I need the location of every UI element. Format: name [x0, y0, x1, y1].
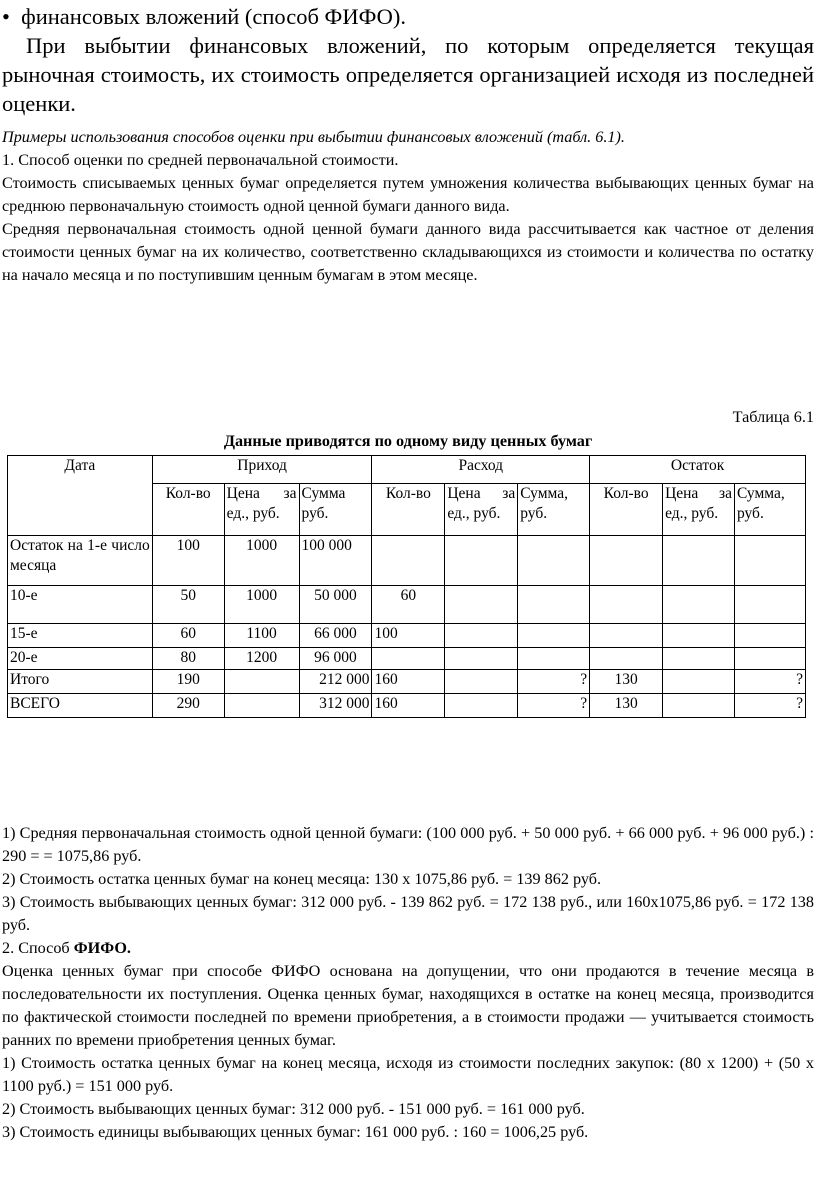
- cell-out-qty: [372, 648, 445, 670]
- cell-in-sum: 100 000: [299, 536, 372, 586]
- calculations-section: [2, 822, 814, 1144]
- cell-bal-sum: [734, 624, 805, 648]
- avg-step-2: 2) Стоимость остатка ценных бумаг на конец месяца: 130 х 1075,86 руб. = 139 862 руб.: [2, 870, 602, 888]
- cell-in-sum: 212 000: [299, 670, 372, 694]
- bullet-text: финансовых вложений (способ ФИФО).: [21, 4, 406, 29]
- table-number: Таблица 6.1: [732, 408, 814, 426]
- cell-bal-qty: 130: [590, 694, 663, 718]
- cell-in-sum: 96 000: [299, 648, 372, 670]
- fifo-step-1: 1) Стоимость остатка ценных бумаг на конец месяца, исходя из стоимости последних закупок: (80 х 1200) + (50 х 1100 руб.) = 151 000 руб.: [2, 1054, 814, 1095]
- table-row: [8, 648, 806, 670]
- fifo-intro-paragraph: При выбытии финансовых вложений, по которым определяется текущая рыночная стоимость, их стоимость определяется организацией исходя из последней оценки.: [2, 33, 814, 116]
- fifo-step-2: 2) Стоимость выбывающих ценных бумаг: 312 000 руб. - 151 000 руб. = 161 000 руб.: [2, 1100, 585, 1118]
- cell-bal-qty: [590, 586, 663, 624]
- cell-bal-sum: [734, 536, 805, 586]
- cell-bal-price: [663, 624, 735, 648]
- cell-bal-sum: ?: [734, 694, 805, 718]
- table-title: Данные приводятся по одному виду ценных бумаг: [223, 432, 593, 450]
- cell-in-sum: 312 000: [299, 694, 372, 718]
- cell-in-qty: 290: [152, 694, 224, 718]
- cell-bal-sum: [734, 648, 805, 670]
- table-row: [8, 586, 806, 624]
- table-row: [8, 694, 806, 718]
- intro-section: [2, 126, 814, 287]
- cell-in-qty: 190: [152, 670, 224, 694]
- table-header-row: [8, 456, 806, 484]
- cell-out-sum: ?: [518, 694, 590, 718]
- cell-out-qty: 160: [372, 694, 445, 718]
- cell-out-qty: 100: [372, 624, 445, 648]
- cell-bal-price: [663, 694, 735, 718]
- cell-out-sum: [518, 536, 590, 586]
- cell-date: ВСЕГО: [8, 694, 153, 718]
- cell-out-sum: [518, 624, 590, 648]
- header-expense: Расход: [372, 456, 590, 484]
- fifo-step-3: 3) Стоимость единицы выбывающих ценных бумаг: 161 000 руб. : 160 = 1006,25 руб.: [2, 1123, 589, 1141]
- avg-step-1: 1) Средняя первоначальная стоимость одной ценной бумаги: (100 000 руб. + 50 000 руб. + 66 000 руб. + 96 000 руб.) : 290 = = 1075,86 руб.: [2, 824, 814, 865]
- header-balance: Остаток: [590, 456, 806, 484]
- cell-in-price: 1100: [224, 624, 299, 648]
- cell-out-sum: [518, 586, 590, 624]
- cell-bal-price: [663, 670, 735, 694]
- cell-bal-qty: [590, 624, 663, 648]
- header-bal-sum: Сумма, руб.: [734, 484, 805, 536]
- cell-bal-qty: [590, 536, 663, 586]
- header-date: Дата: [8, 456, 153, 536]
- cell-out-price: [445, 694, 518, 718]
- cell-in-sum: 50 000: [299, 586, 372, 624]
- cell-date: Итого: [8, 670, 153, 694]
- header-income: Приход: [152, 456, 372, 484]
- cell-date: 10-е: [8, 586, 153, 624]
- table-row: [8, 624, 806, 648]
- cell-in-price: 1000: [224, 586, 299, 624]
- cell-out-qty: [372, 536, 445, 586]
- header-out-qty: Кол-во: [372, 484, 445, 536]
- cell-bal-price: [663, 648, 735, 670]
- cell-in-price: [224, 670, 299, 694]
- method2-prefix: 2. Способ: [2, 939, 74, 957]
- header-bal-qty: Кол-во: [590, 484, 663, 536]
- header-in-qty: Кол-во: [152, 484, 224, 536]
- bullet-mark: •: [2, 4, 10, 29]
- method2-heading: [2, 937, 814, 960]
- cell-bal-sum: ?: [734, 670, 805, 694]
- cell-out-sum: [518, 648, 590, 670]
- cell-in-qty: 80: [152, 648, 224, 670]
- cell-out-qty: 160: [372, 670, 445, 694]
- cell-bal-qty: 130: [590, 670, 663, 694]
- securities-table: [7, 455, 806, 718]
- top-section: [2, 2, 814, 118]
- cell-out-price: [445, 670, 518, 694]
- cell-out-price: [445, 536, 518, 586]
- cell-bal-qty: [590, 648, 663, 670]
- cell-out-sum: ?: [518, 670, 590, 694]
- cell-in-qty: 50: [152, 586, 224, 624]
- table-row: [8, 536, 806, 586]
- header-out-price: Цена за ед., руб.: [445, 484, 518, 536]
- table-row: [8, 670, 806, 694]
- cell-out-price: [445, 624, 518, 648]
- avg-step-3: 3) Стоимость выбывающих ценных бумаг: 312 000 руб. - 139 862 руб. = 172 138 руб., или 160х1075,86 руб. = 172 138 руб.: [2, 893, 814, 934]
- cell-in-price: [224, 694, 299, 718]
- cell-bal-price: [663, 586, 735, 624]
- method1-paragraph-2: Средняя первоначальная стоимость одной ценной бумаги данного вида рассчитывается как частное от деления стоимости ценных бумаг на их количество, соответственно складывающихся из стоимости и количества по остатку на начало месяца и по поступившим ценным бумагам в этом месяце.: [2, 220, 814, 284]
- cell-in-price: 1000: [224, 536, 299, 586]
- method1-heading: 1. Способ оценки по средней первоначальной стоимости.: [2, 151, 399, 169]
- cell-out-qty: 60: [372, 586, 445, 624]
- cell-in-price: 1200: [224, 648, 299, 670]
- header-bal-price: Цена за ед., руб.: [663, 484, 735, 536]
- cell-in-qty: 60: [152, 624, 224, 648]
- cell-out-price: [445, 586, 518, 624]
- cell-date: 15-е: [8, 624, 153, 648]
- cell-bal-price: [663, 536, 735, 586]
- header-out-sum: Сумма, руб.: [518, 484, 590, 536]
- fifo-paragraph: Оценка ценных бумаг при способе ФИФО основана на допущении, что они продаются в течение месяца в последовательности их поступления. Оценка ценных бумаг, находящихся в остатке на конец месяца, производится по фактической стоимости последней по времени приобретения, а в стоимости продажи — учитывается стоимость ранних по времени приобретения ценных бумаг.: [2, 962, 814, 1049]
- bullet-line: [2, 2, 814, 31]
- header-in-sum: Сумма руб.: [299, 484, 372, 536]
- examples-caption: Примеры использования способов оценки при выбытии финансовых вложений (табл. 6.1).: [2, 128, 625, 146]
- cell-date: Остаток на 1-е число месяца: [8, 536, 153, 586]
- cell-out-price: [445, 648, 518, 670]
- cell-in-qty: 100: [152, 536, 224, 586]
- cell-in-sum: 66 000: [299, 624, 372, 648]
- cell-date: 20-е: [8, 648, 153, 670]
- cell-bal-sum: [734, 586, 805, 624]
- method2-bold: ФИФО.: [73, 939, 131, 957]
- method1-paragraph-1: Стоимость списываемых ценных бумаг определяется путем умножения количества выбывающих ценных бумаг на среднюю первоначальную стоимость одной ценной бумаги данного вида.: [2, 174, 814, 215]
- header-in-price: Цена за ед., руб.: [224, 484, 299, 536]
